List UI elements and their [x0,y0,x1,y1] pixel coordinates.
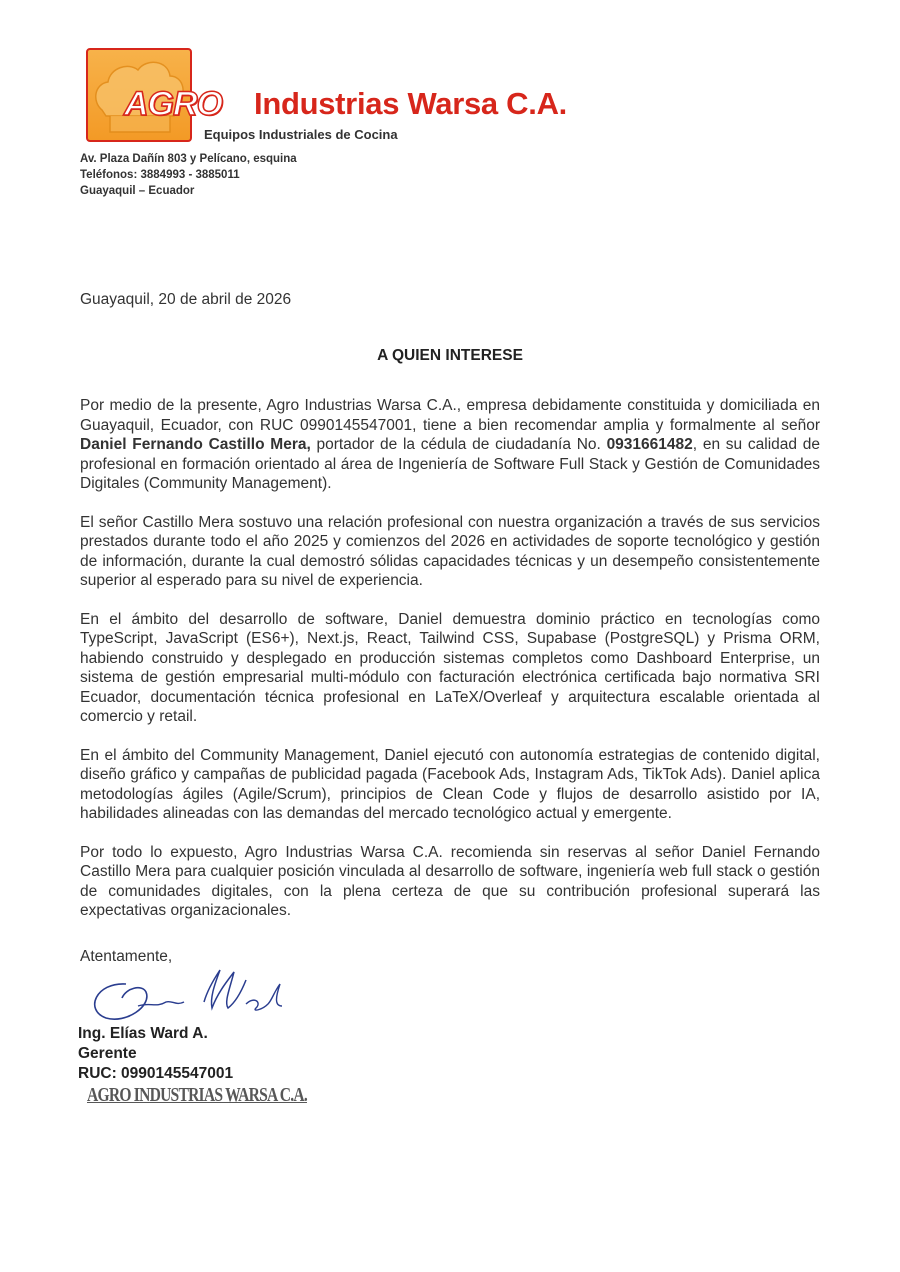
company-address [80,151,297,199]
intro-text-a: Por medio de la presente, Agro Industrias Warsa C.A., empresa debidamente constituida y domiciliada en Guayaquil, Ecuador, con RUC 0990145547001, tiene a bien recomendar amplia y formalmente al señor [80,397,820,434]
intro-text-b: portador de la cédula de ciudadanía No. [310,436,607,453]
address-line: Av. Plaza Dañín 803 y Pelícano, esquina [80,153,297,165]
company-name: Industrias Warsa C.A. [254,86,567,121]
letter-date: Guayaquil, 20 de abril de 2026 [80,291,292,308]
paragraph-community: En el ámbito del Community Management, Daniel ejecutó con autonomía estrategias de contenido digital, diseño gráfico y campañas de publicidad pagada (Facebook Ads, Instagram Ads, TikTok Ads). Daniel aplica metodologías ágiles (Agile/Scrum), principios de Clean Code y flujos de desarrollo asistido por IA, habilidades alineadas con las demandas del mercado tecnológico actual y emergente. [80,746,820,822]
signatory-ruc: RUC: 0990145547001 [78,1065,234,1082]
intro-text-c: , en su calidad de profesional en formación orientado al área de Ingeniería de Software Full Stack y Gestión de Comunidades Digitales (Community Management). [80,436,820,492]
paragraph-intro [80,396,820,494]
logo-wordmark: AGRO [124,85,222,123]
candidate-id: 0931661482 [606,436,693,453]
company-stamp: AGRO INDUSTRIAS WARSA C.A. [87,1084,307,1106]
candidate-name: Daniel Fernando Castillo Mera, [80,436,311,453]
city-line: Guayaquil – Ecuador [80,185,195,197]
signatory-name: Ing. Elías Ward A. [78,1025,208,1042]
paragraph-relationship: El señor Castillo Mera sostuvo una relación profesional con nuestra organización a través de sus servicios prestados durante todo el año 2025 y comienzos del 2026 en actividades de soporte tecnológico y gestión de información, durante la cual demostró sólidas capacidades técnicas y un desempeño consistentemente superior al esperado para su nivel de experiencia. [80,513,820,589]
signatory-block [78,1024,233,1084]
phone-line: Teléfonos: 3884993 - 3885011 [80,169,240,181]
letter-heading: A QUIEN INTERESE [377,347,523,364]
paragraph-software: En el ámbito del desarrollo de software, Daniel demuestra dominio práctico en tecnologías como TypeScript, JavaScript (ES6+), Next.js, React, Tailwind CSS, Supabase (PostgreSQL) y Prisma ORM, habiendo construido y desplegado en producción sistemas completos como Dashboard Enterprise, un sistema de gestión empresarial multi-módulo con facturación electrónica certificada bajo normativa SRI Ecuador, documentación técnica profesional en LaTeX/Overleaf y arquitectura escalable orientada al comercio y retail. [80,610,820,725]
company-tagline: Equipos Industriales de Cocina [204,127,398,142]
signatory-title: Gerente [78,1045,137,1062]
letter-body [80,396,820,940]
closing-salutation: Atentamente, [80,948,173,965]
paragraph-conclusion: Por todo lo expuesto, Agro Industrias Warsa C.A. recomienda sin reservas al señor Daniel Fernando Castillo Mera para cualquier posición vinculada al desarrollo de software, ingeniería web full stack o gestión de comunidades digitales, con la plena certeza de que su contribución profesional superará las expectativas organizacionales. [80,843,820,919]
